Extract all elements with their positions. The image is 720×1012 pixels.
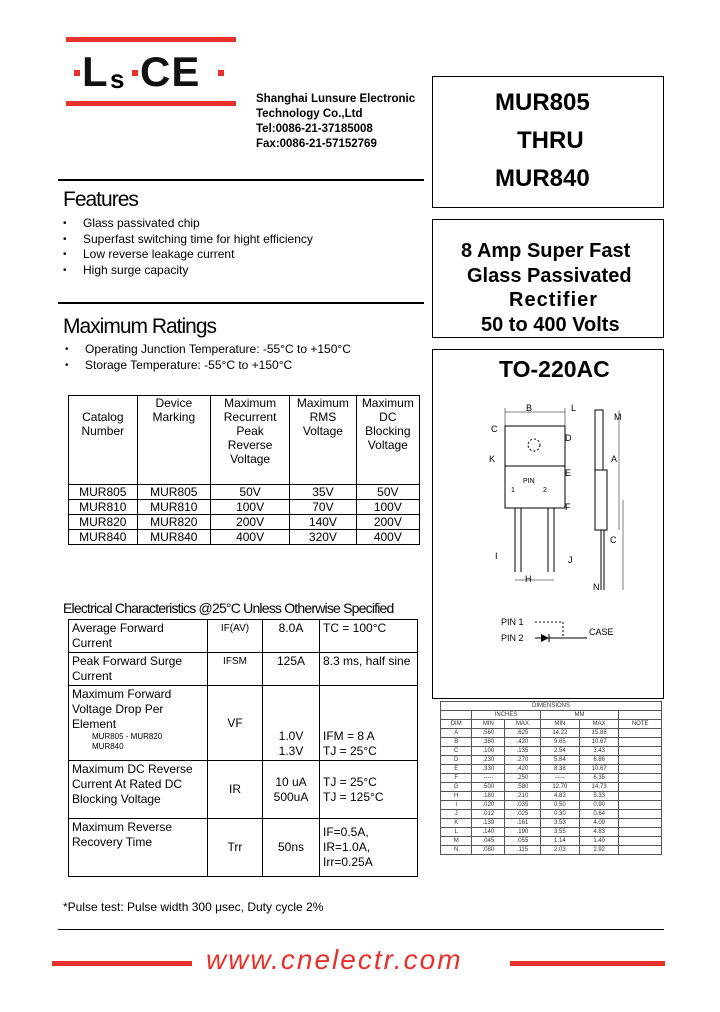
company-logo: L s CE [70,44,240,100]
dim-cell: .025 [505,810,540,819]
dim-cell: K [441,819,472,828]
value-cell: 1.0V 1.3V [263,686,320,761]
table-row [69,515,420,530]
dim-cell [619,756,662,765]
dim-group-blank [441,711,472,720]
cell: MUR840 [137,530,210,545]
cell: 50V [356,485,419,500]
col-header: Maximum DC Blocking Voltage [356,396,419,485]
package-pin2-num: 2 [543,487,547,494]
footer-bar-left [52,961,192,966]
part-end: MUR840 [495,165,590,192]
dim-cell: D [441,756,472,765]
cell: MUR840 [69,530,138,545]
dim-cell: .190 [505,828,540,837]
footer-bar-right [510,961,665,966]
dim-cell: .560 [472,729,505,738]
col-header: Maximum Recurrent Peak Reverse Voltage [210,396,289,485]
dim-cell: .020 [472,801,505,810]
dim-cell: .115 [505,846,540,855]
table-header-row [69,396,420,485]
company-fax: Fax:0086-21-57152769 [256,138,377,150]
dim-cell: 6.35 [580,774,619,783]
dim-cell: .135 [505,747,540,756]
dim-label-l: L [571,403,577,413]
cell: MUR805 [69,485,138,500]
dim-cell [619,810,662,819]
table-row [441,756,662,765]
dim-cell: ----- [540,774,579,783]
dim-cell: 3.43 [580,747,619,756]
dim-cell: 0.30 [540,810,579,819]
symbol-cell: VF [208,686,263,761]
dim-cell [619,792,662,801]
dim-cell [619,747,662,756]
dim-cell: .035 [505,801,540,810]
dim-cell: F [441,774,472,783]
condition-cell: TC = 100°C [320,620,418,653]
cell: MUR805 [137,485,210,500]
dim-cell [619,738,662,747]
company-tel: Tel:0086-21-37185008 [256,123,373,135]
dim-cell: .080 [472,846,505,855]
dim-cell: 4.83 [580,828,619,837]
dim-cell [619,765,662,774]
dim-cell: H [441,792,472,801]
cell: MUR810 [137,500,210,515]
list-item: • High surge capacity [63,263,313,279]
cell: MUR820 [69,515,138,530]
table-row [69,485,420,500]
dim-cell: .161 [505,819,540,828]
dim-cell: 5.84 [540,756,579,765]
table-row [441,810,662,819]
dim-label-n: N [593,582,600,592]
dim-col-header: MAX [580,720,619,729]
dim-cell: N [441,846,472,855]
dim-label-d: D [565,433,572,443]
dim-cell: 2.03 [540,846,579,855]
dim-cell: C [441,747,472,756]
features-title: Features [63,188,138,211]
cell: 100V [356,500,419,515]
dim-col-header: DIM [441,720,472,729]
package-box [432,349,664,699]
table-row [69,686,418,761]
condition-cell: 8.3 ms, half sine [320,653,418,686]
table-row [441,765,662,774]
param-sub2: MUR840 [92,742,124,751]
features-divider [58,302,424,304]
dim-cell: .580 [505,783,540,792]
dim-cell [619,774,662,783]
dim-cell: .270 [505,756,540,765]
description-line1: 8 Amp Super Fast [461,240,631,262]
dim-cell: .230 [472,756,505,765]
dim-cell: 10.67 [580,738,619,747]
list-item: • Operating Junction Temperature: -55°C to +150°C [65,342,351,358]
value-cell: 8.0A [263,620,320,653]
param-cell: Average Forward Current [69,620,208,653]
dim-col-header: MAX [505,720,540,729]
col-header: Device Marking [137,396,210,485]
dim-cell [619,729,662,738]
dim-cell: E [441,765,472,774]
dim-cell: .210 [505,792,540,801]
dim-cell: 8.38 [540,765,579,774]
dim-cell: 0.64 [580,810,619,819]
dim-cell: 14.73 [580,783,619,792]
dim-cell: J [441,810,472,819]
param-cell [69,686,208,761]
dim-cell: B [441,738,472,747]
part-start: MUR805 [495,89,590,116]
package-pin-text: PIN [523,478,535,485]
cell: 400V [210,530,289,545]
value-cell: 125A [263,653,320,686]
param-cell: Maximum Reverse Recovery Time [69,819,208,877]
footer-url[interactable]: www.cnelectr.com [206,944,463,975]
cell: 70V [290,500,356,515]
description-box [432,219,664,338]
dim-cell: .140 [472,828,505,837]
dim-cell: 9.65 [540,738,579,747]
condition-cell: TJ = 25°C TJ = 125°C [320,761,418,819]
cell: 400V [356,530,419,545]
logo-top-bar [66,37,236,42]
dim-group-header: INCHES [472,711,540,720]
features-list [63,216,313,278]
dim-cell: G [441,783,472,792]
dim-col-header: NOTE [619,720,662,729]
dim-label-c-side: C [610,535,617,545]
dim-cell: A [441,729,472,738]
table-row [441,819,662,828]
dim-cell: ----- [472,774,505,783]
symbol-cell: Trr [208,819,263,877]
dim-cell: 1.14 [540,837,579,846]
header-divider [58,179,424,181]
company-info [256,92,415,152]
dim-label-h: H [525,574,532,584]
description-line2: Glass Passivated [467,265,632,287]
footnote: *Pulse test: Pulse width 300 μsec, Duty cycle 2% [63,900,324,914]
dim-cell: 12.70 [540,783,579,792]
condition-cell: IF=0.5A, IR=1.0A, Irr=0.25A [320,819,418,877]
description-line4: 50 to 400 Volts [481,314,620,336]
pin2-label: PIN 2 [501,633,524,643]
dim-cell: 0.90 [580,801,619,810]
table-row [69,530,420,545]
dim-label-k: K [489,454,496,464]
param-cell: Peak Forward Surge Current [69,653,208,686]
dim-cell: 0.50 [540,801,579,810]
dim-cell: 14.22 [540,729,579,738]
dim-cell: 3.53 [540,819,579,828]
company-name-line1: Shanghai Lunsure Electronic [256,93,416,105]
table-row [69,653,418,686]
package-pin1-num: 1 [511,487,515,494]
dim-cell [619,828,662,837]
dim-col-header: MIN [540,720,579,729]
dim-cell: 2.54 [540,747,579,756]
pin1-label: PIN 1 [501,617,524,627]
table-row [441,738,662,747]
dim-col-header: MIN [472,720,505,729]
footer-divider [58,929,664,930]
table-row [441,783,662,792]
dim-cell: .420 [505,765,540,774]
table-row [441,846,662,855]
table-row [69,761,418,819]
dim-cell [619,837,662,846]
dim-cell: L [441,828,472,837]
value-cell: 10 uA 500uA [263,761,320,819]
list-item: • Superfast switching time for hight efficiency [63,232,313,248]
dim-cell: .100 [472,747,505,756]
table-row [441,747,662,756]
dim-label-m: M [614,412,622,422]
col-header: Catalog Number [69,396,138,485]
dim-cell: .250 [505,774,540,783]
dim-cell: 6.86 [580,756,619,765]
dim-cell: 3.55 [540,828,579,837]
dim-cell: 2.92 [580,846,619,855]
dim-cell [619,819,662,828]
dim-cell: I [441,801,472,810]
cell: 200V [210,515,289,530]
cell: 320V [290,530,356,545]
dim-label-i: I [495,551,498,561]
cell: 200V [356,515,419,530]
table-row [69,620,418,653]
table-row [441,729,662,738]
case-label: CASE [589,627,614,637]
dim-label-j: J [568,555,573,565]
dim-cell: 4.09 [580,819,619,828]
electrical-title: Electrical Characteristics @25°C Unless Otherwise Specified [63,600,394,616]
value-cell: 50ns [263,819,320,877]
dim-group-header: MM [540,711,619,720]
list-item: • Glass passivated chip [63,216,313,232]
list-item: • Low reverse leakage current [63,247,313,263]
cell: 35V [290,485,356,500]
symbol-cell: IF(AV) [208,620,263,653]
dim-cell: .330 [472,765,505,774]
dim-cell: M [441,837,472,846]
condition-cell: IFM = 8 A TJ = 25°C [320,686,418,761]
dim-cell: .380 [472,738,505,747]
dim-label-c-top: C [491,424,498,434]
table-row [441,837,662,846]
param-text: Maximum Forward Voltage Drop Per Element [72,687,172,731]
dim-cell: .180 [472,792,505,801]
dim-cell: 10.67 [580,765,619,774]
col-header: Maximum RMS Voltage [290,396,356,485]
package-name: TO-220AC [499,356,610,382]
description-line3: Rectifier [509,289,599,311]
dim-group-blank [619,711,662,720]
dim-cell: 4.83 [540,792,579,801]
param-cell: Maximum DC Reverse Current At Rated DC Blocking Voltage [69,761,208,819]
diode-symbol-icon [533,616,593,644]
dim-cell: 1.40 [580,837,619,846]
table-row [69,500,420,515]
dim-label-f: F [565,502,571,512]
cell: 140V [290,515,356,530]
part-thru: THRU [517,127,584,154]
dim-cell: .625 [505,729,540,738]
dim-cell: 5.33 [580,792,619,801]
electrical-table [68,619,418,877]
max-ratings-table [68,395,420,545]
symbol-cell: IFSM [208,653,263,686]
dim-cell: .139 [472,819,505,828]
dim-label-a: A [611,454,618,464]
dimensions-table [440,701,662,855]
dim-cell [619,801,662,810]
logo-bottom-bar [66,101,236,106]
table-row [441,801,662,810]
dim-header-row [441,720,662,729]
cell: 50V [210,485,289,500]
dim-cell: .055 [505,837,540,846]
symbol-cell: IR [208,761,263,819]
dim-label-e: E [565,468,572,478]
table-row [69,819,418,877]
dim-label-b: B [526,403,533,413]
max-ratings-list [65,342,351,373]
dim-cell [619,846,662,855]
dim-cell: .045 [472,837,505,846]
cell: MUR810 [69,500,138,515]
dim-cell: 15.88 [580,729,619,738]
list-item: • Storage Temperature: -55°C to +150°C [65,358,351,374]
package-drawing [433,390,663,690]
company-name-line2: Technology Co.,Ltd [256,108,363,120]
cell: MUR820 [137,515,210,530]
part-range-box [432,76,664,208]
max-ratings-title: Maximum Ratings [63,315,217,338]
cell: 100V [210,500,289,515]
dim-cell [619,783,662,792]
dim-cell: .420 [505,738,540,747]
table-row [441,774,662,783]
table-row [441,792,662,801]
dim-cell: .012 [472,810,505,819]
dim-cell: .500 [472,783,505,792]
table-row [441,828,662,837]
param-sub1: MUR805 - MUR820 [92,732,163,741]
dimensions-title: DIMENSIONS [441,702,662,711]
